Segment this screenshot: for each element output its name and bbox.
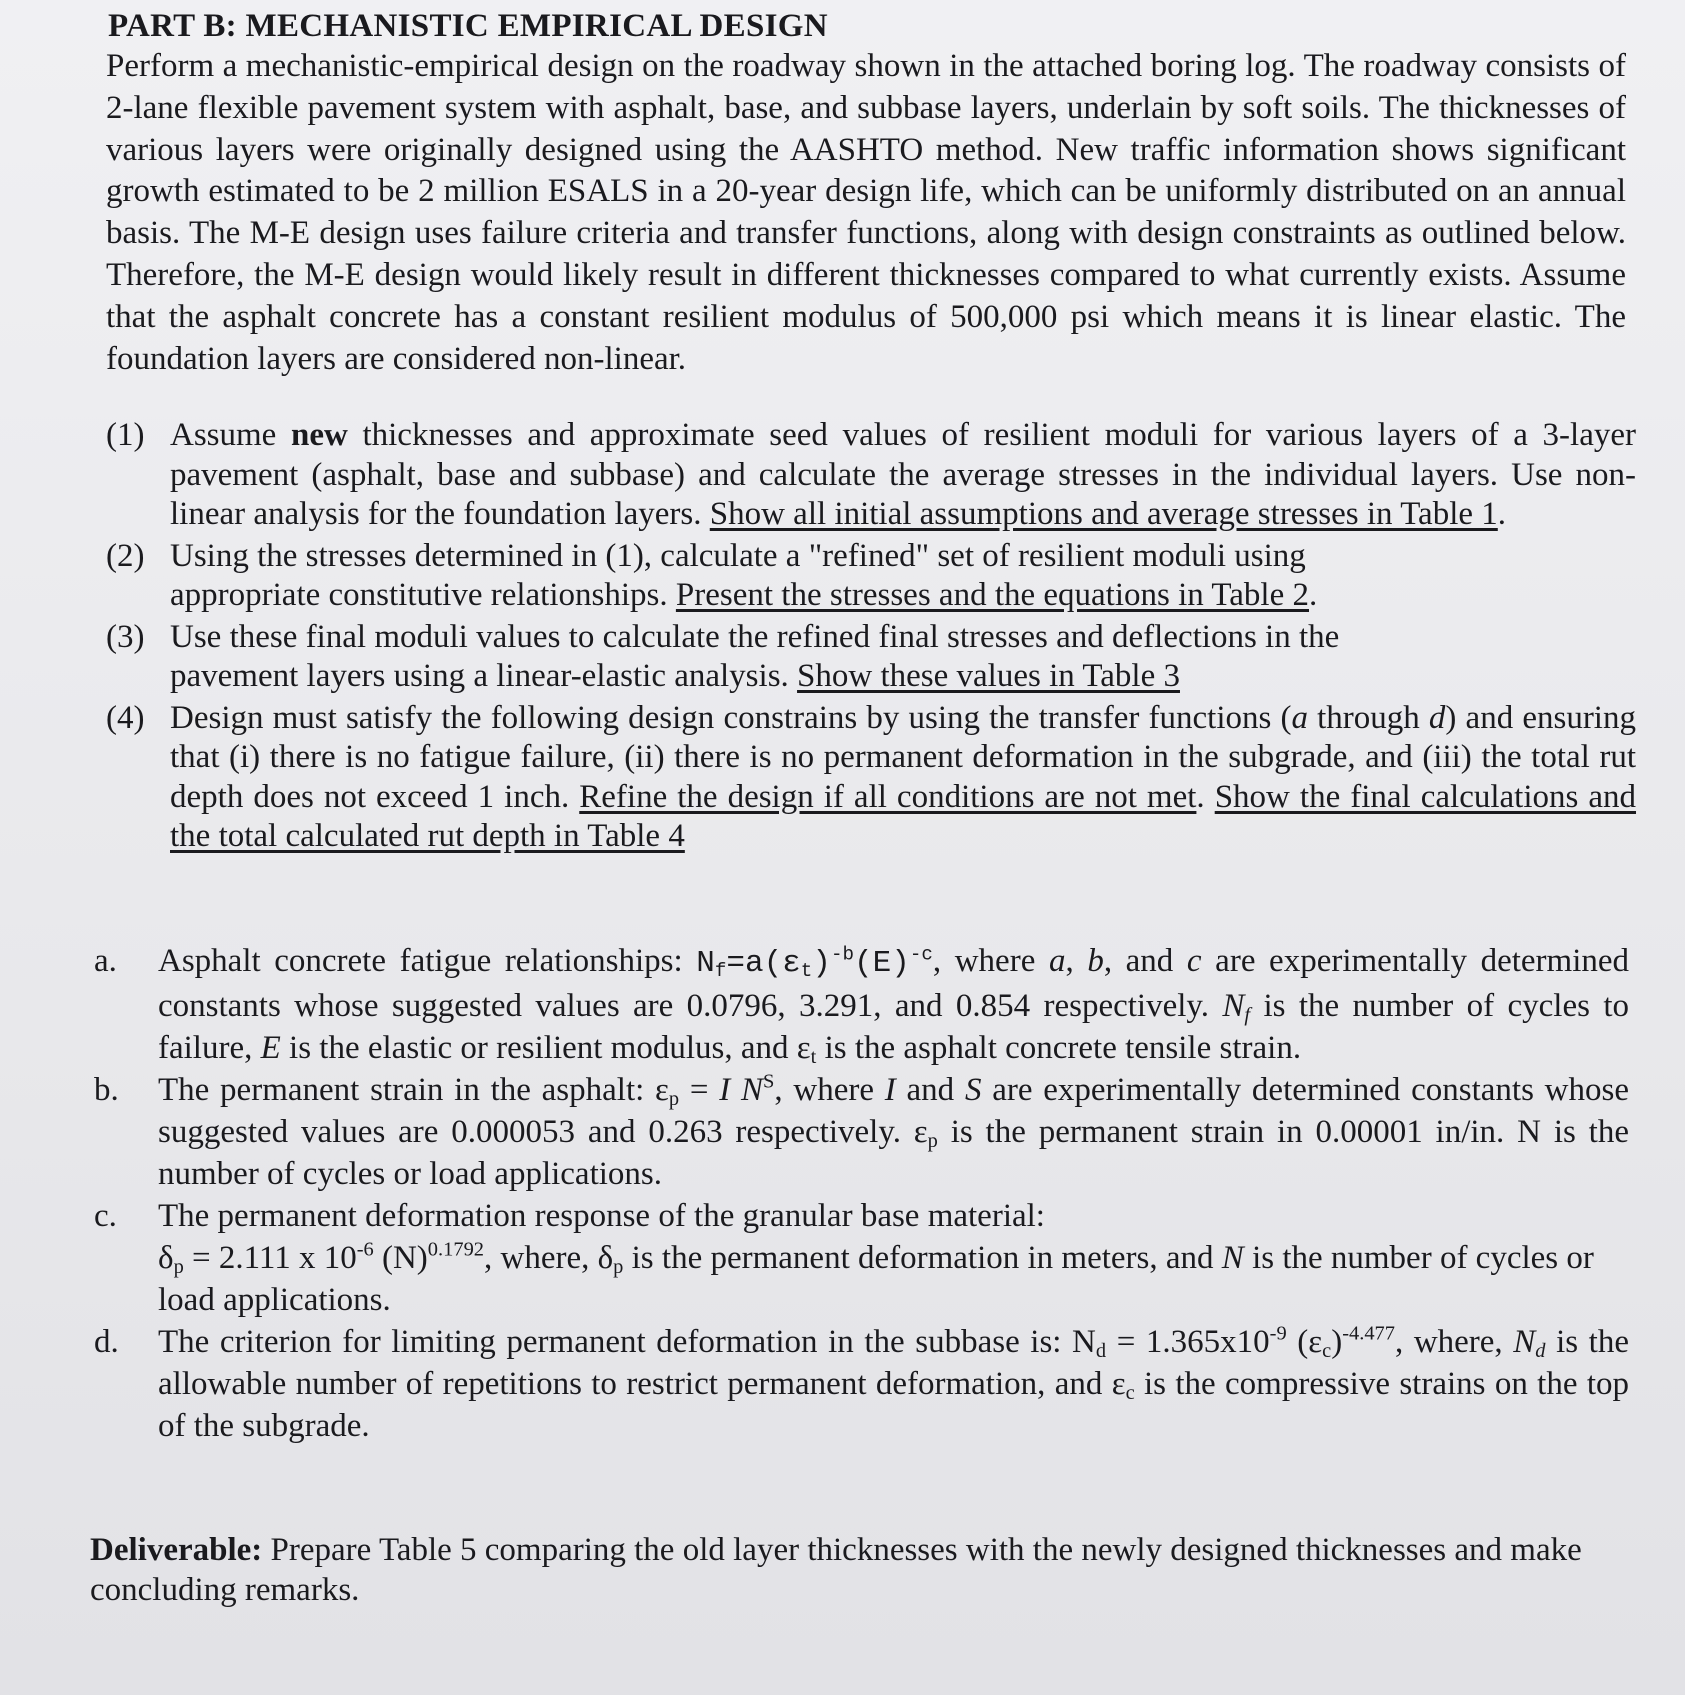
page-heading: PART B: MECHANISTIC EMPIRICAL DESIGN	[108, 8, 828, 44]
deliverable-paragraph	[90, 1530, 1630, 1610]
task-item-2: (2) Using the stresses determined in (1), calculate a "refined" set of resilient moduli using appropriate constitutive relationships. Present the stresses and the equations in Table 2.	[106, 537, 1636, 616]
task-number: (3)	[106, 618, 145, 655]
task-item-3: (3) Use these final moduli values to calculate the refined final stresses and deflections in the pavement layers using a linear-elastic analysis. Show these values in Table 3	[106, 618, 1636, 697]
task-item-4: (4) Design must satisfy the following design constrains by using the transfer functions (a through d) and ensuring that (i) there is no fatigue failure, (ii) there is no permanent deformation in the subgrade, and (iii) the total rut depth does not exceed 1 inch. Refine the design if all conditions are not met. Show the final calculations and the total calculated rut depth in Table 4	[106, 699, 1636, 857]
task-list	[106, 416, 1636, 857]
intro-text: Perform a mechanistic-empirical design on the roadway shown in the attached boring log. The roadway consists of 2-lane flexible pavement system with asphalt, base, and subbase layers, underlain by soft soils. The thicknesses of various layers were originally designed using the AASHTO method. New traffic information shows significant growth estimated to be 2 million ESALS in a 20-year design life, which can be uniformly distributed on an annual basis. The M-E design uses failure criteria and transfer functions, along with design constraints as outlined below. Therefore, the M-E design would likely result in different thicknesses compared to what currently exists. Assume that the asphalt concrete has a constant resilient modulus of 500,000 psi which means it is linear elastic. The foundation layers are considered non-linear.	[106, 48, 1626, 377]
task-requirement: Present the stresses and the equations in Table 2	[675, 577, 1309, 613]
task-requirement: Show all initial assumptions and average stresses in Table 1	[709, 496, 1498, 532]
criterion-label: d.	[94, 1324, 119, 1360]
task-number: (2)	[106, 537, 145, 574]
task-item-1: (1) Assume new thicknesses and approximate seed values of resilient moduli for various layers of a 3-layer pavement (asphalt, base and subbase) and calculate the average stresses in the individual layers. Use non-linear analysis for the foundation layers. Show all initial assumptions and average stresses in Table 1.	[106, 416, 1636, 535]
criterion-c: c. The permanent deformation response of the granular base material: $\delta_p = 2.111$ x $10^{-6}$ $(N)^{0.1792}$, where, $\delta_p$ is the permanent deformation in meters, and N is the number of cycles or load applications.	[94, 1195, 1629, 1321]
criterion-label: b.	[94, 1072, 119, 1108]
task-number: (1)	[106, 417, 145, 453]
task-number: (4)	[106, 699, 145, 736]
intro-paragraph	[106, 46, 1626, 380]
fatigue-formula: $N_f=a(\varepsilon_t)^{-b}(E)^{-c}$	[696, 943, 933, 982]
emphasis-new: new	[290, 417, 348, 453]
deliverable-label: Deliverable:	[90, 1532, 263, 1568]
task-requirement: Show these values in Table 3	[797, 658, 1180, 694]
transfer-function-list	[94, 940, 1629, 1447]
criterion-a: a. Asphalt concrete fatigue relationships: $N_f=a(\varepsilon_t)^{-b}(E)^{-c}$, where a, b, and c are experimentally determined constants whose suggested values are 0.0796, 3.291, and 0.854 respectively. $N_f$ is the number of cycles to failure, E is the elastic or resilient modulus, and $\varepsilon_t$ is the asphalt concrete tensile strain.	[94, 940, 1629, 1069]
criterion-label: a.	[94, 943, 117, 979]
task-requirement: Show the final calculations and the total calculated rut depth in Table 4	[170, 778, 1637, 854]
task-requirement: Refine the design if all conditions are not met	[579, 778, 1197, 815]
criterion-b: b. The permanent strain in the asphalt: $\varepsilon_p = I$ $N^S$, where I and S are experimentally determined constants whose suggested values are 0.000053 and 0.263 respectively. $\varepsilon_p$ is the permanent strain in 0.00001 in/in. N is the number of cycles or load applications.	[94, 1069, 1629, 1195]
criterion-label: c.	[94, 1198, 117, 1234]
criterion-d: d. The criterion for limiting permanent deformation in the subbase is: $N_d = 1.365x10^{-9}$ $(\varepsilon_c)^{-4.477}$, where, $N_d$ is the allowable number of repetitions to restrict permanent deformation, and $\varepsilon_c$ is the compressive strains on the top of the subgrade.	[94, 1321, 1629, 1447]
deliverable-text: Prepare Table 5 comparing the old layer thicknesses with the newly designed thicknesses and make concluding remarks.	[90, 1532, 1582, 1608]
